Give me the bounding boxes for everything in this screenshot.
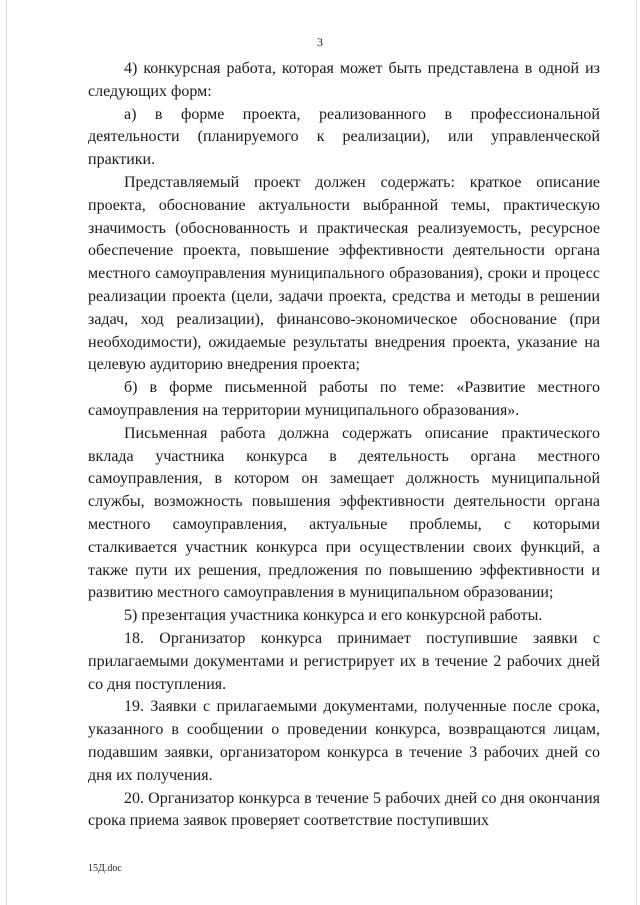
paragraph-item-4: 4) конкурсная работа, которая может быть представлена в одной из следующих форм: [88, 60, 600, 100]
page-number: 3 [317, 35, 323, 49]
footer-filename: 15Д.doc [88, 863, 122, 874]
paragraph-item-4a: а) в форме проекта, реализованного в профессиональной деятельности (планируемого к реализации), или управленческой практики. [88, 105, 600, 169]
paragraph-written-work-requirements: Письменная работа должна содержать описание практического вклада участника конкурса в деятельность органа местного самоуправления, в котором он замещает должность муниципальной службы, возможность повышения эффективности деятельности органа местного самоуправления, актуальные проблемы, с которыми сталкивается участник конкурса при осуществлении своих функций, а также пути их решения, предложения по повышению эффективности и развитию местного самоуправления в муниципальном образовании; [88, 424, 600, 602]
paragraph-item-20: 20. Организатор конкурса в течение 5 рабочих дней со дня окончания срока приема заявок проверяет соответствие поступивших [88, 789, 600, 830]
paragraph-item-4b: б) в форме письменной работы по теме: «Развитие местного самоуправления на территории муниципального образования». [88, 379, 600, 419]
paragraph-project-requirements: Представляемый проект должен содержать: краткое описание проекта, обоснование актуальности выбранной темы, практическую значимость (обоснованность и практическая реализуемость, ресурсное обеспечение проекта, повышение эффективности деятельности органа местного самоуправления муниципального образования), сроки и процесс реализации проекта (цели, задачи проекта, средства и методы в решении задач, ход реализации), финансово-экономическое обоснование (при необходимости), ожидаемые результаты внедрения проекта, указание на целевую аудиторию внедрения проекта; [88, 173, 600, 374]
scan-edge-right [636, 0, 637, 905]
scan-edge-left [6, 0, 7, 905]
paragraph-item-19: 19. Заявки с прилагаемыми документами, полученные после срока, указанного в сообщении о проведении конкурса, возвращаются лицам, подавшим заявки, организатором конкурса в течение 3 рабочих дней со дня их получения. [88, 698, 600, 784]
paragraph-item-5: 5) презентация участника конкурса и его конкурсной работы. [124, 607, 543, 625]
document-body [88, 58, 600, 833]
paragraph-item-18: 18. Организатор конкурса принимает поступившие заявки с прилагаемыми документами и регистрирует их в течение 2 рабочих дней со дня поступления. [88, 629, 600, 693]
